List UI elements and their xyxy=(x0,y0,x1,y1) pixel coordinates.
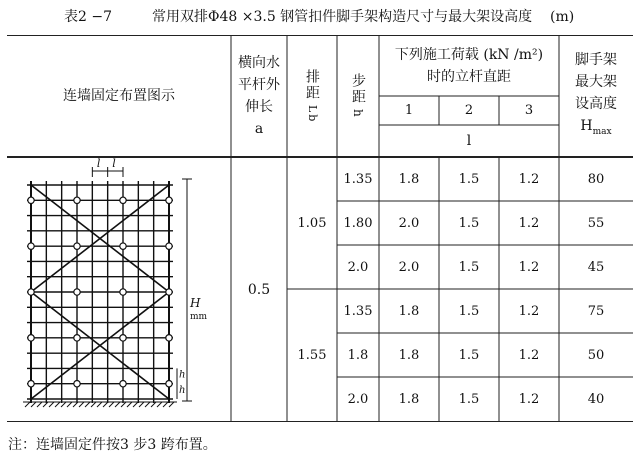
dimension-label-H-unit: mm xyxy=(190,312,208,322)
header-height-symbol: H xyxy=(580,118,593,135)
wall-tie-marker xyxy=(120,289,126,295)
header-load-line1: 下列施工荷载 (kN /m²) xyxy=(394,46,544,63)
wall-tie-marker xyxy=(166,243,172,249)
wall-tie-marker xyxy=(28,381,34,387)
table-caption: 常用双排Φ48 ×3.5 钢管扣件脚手架构造尺寸与最大架设高度 xyxy=(152,9,533,25)
load1-cell: 2.0 xyxy=(398,215,420,231)
ground-hatch xyxy=(163,402,168,407)
step-cell: 1.35 xyxy=(343,171,373,187)
header-height-line2: 最大架 xyxy=(575,74,617,91)
load3-cell: 1.2 xyxy=(518,171,540,187)
ground-hatch xyxy=(127,402,132,407)
step-cell: 2.0 xyxy=(347,392,369,407)
dimension-label-H: H xyxy=(190,296,201,310)
wall-tie-marker xyxy=(120,381,126,387)
load2-cell: 1.5 xyxy=(458,392,480,407)
wall-tie-marker xyxy=(120,197,126,203)
ground-hatch xyxy=(133,402,138,407)
ground-hatch xyxy=(115,402,120,407)
step-cell: 1.80 xyxy=(343,215,373,231)
ground-hatch xyxy=(139,402,144,407)
wall-tie-marker xyxy=(28,197,34,203)
wall-tie-marker xyxy=(74,243,80,249)
ground-hatch xyxy=(73,402,78,407)
load1-cell: 1.8 xyxy=(398,347,420,363)
header-step-text: 步距 xyxy=(350,73,366,106)
load2-cell: 1.5 xyxy=(458,259,480,275)
load3-cell: 1.2 xyxy=(518,259,540,275)
header-load-line2: 时的立杆直距 xyxy=(427,68,511,85)
ground-hatch xyxy=(103,402,108,407)
header-load xyxy=(379,35,559,96)
load3-cell: 1.2 xyxy=(518,392,540,407)
load1-cell: 1.8 xyxy=(398,171,420,187)
overhang-value: 0.5 xyxy=(247,281,271,298)
hmax-cell: 80 xyxy=(587,171,605,187)
header-overhang-symbol: a xyxy=(254,121,264,137)
header-row-spacing-symbol: Lb xyxy=(306,104,319,124)
header-load-2: 2 xyxy=(464,103,474,118)
wall-tie-diagram xyxy=(7,157,231,422)
hmax-cell: 45 xyxy=(587,259,605,275)
header-load-3: 3 xyxy=(524,103,534,118)
ground-hatch xyxy=(55,402,60,407)
step-cell: 2.0 xyxy=(347,259,369,275)
header-layout: 连墙固定布置图示 xyxy=(63,88,175,104)
ground-hatch xyxy=(67,402,72,407)
table-unit: (m) xyxy=(550,9,575,25)
wall-tie-marker xyxy=(28,289,34,295)
wall-tie-marker xyxy=(28,335,34,341)
load3-cell: 1.2 xyxy=(518,303,540,319)
wall-tie-marker xyxy=(74,381,80,387)
header-height-symbol-wrap xyxy=(580,115,611,143)
wall-tie-marker xyxy=(28,243,34,249)
dimension-label-l: l xyxy=(96,157,101,170)
header-height-subscript: max xyxy=(592,126,612,137)
step-cell: 1.8 xyxy=(347,347,369,363)
load2-cell: 1.5 xyxy=(458,347,480,363)
load3-cell: 1.2 xyxy=(518,215,540,231)
load1-cell: 1.8 xyxy=(398,392,420,407)
header-overhang-line3: 伸长 xyxy=(245,99,273,115)
ground-hatch xyxy=(157,402,162,407)
ground-hatch xyxy=(85,402,90,407)
table-title xyxy=(0,4,640,30)
dimension-label-h: h xyxy=(179,369,186,381)
wall-tie-marker xyxy=(166,381,172,387)
header-height-line1: 脚手架 xyxy=(575,52,617,69)
header-overhang xyxy=(231,35,287,157)
scaffold-table xyxy=(7,35,633,422)
ground-hatch xyxy=(43,402,48,407)
header-overhang-line2: 平杆外 xyxy=(238,77,280,93)
wall-tie-marker xyxy=(74,289,80,295)
hmax-cell: 75 xyxy=(587,303,605,319)
hmax-cell: 50 xyxy=(587,347,605,363)
header-height xyxy=(559,35,633,157)
ground-hatch xyxy=(79,402,84,407)
dimension-label-l: l xyxy=(112,157,116,170)
ground-hatch xyxy=(97,402,102,407)
wall-tie-marker xyxy=(166,197,172,203)
load1-cell: 2.0 xyxy=(398,259,420,275)
ground-hatch xyxy=(145,402,150,407)
wall-tie-marker xyxy=(120,243,126,249)
header-row-spacing xyxy=(287,35,337,157)
footnote: 注：连墙固定件按3 步3 跨布置。 xyxy=(8,437,217,453)
spacing-group-2: 1.55 xyxy=(297,348,327,363)
ground-hatch xyxy=(37,402,42,407)
wall-tie-marker xyxy=(74,197,80,203)
wall-tie-marker xyxy=(120,335,126,341)
load3-cell: 1.2 xyxy=(518,347,540,363)
header-load-unit-symbol: l xyxy=(466,133,472,149)
hmax-cell: 55 xyxy=(587,215,605,231)
spacing-group-1: 1.05 xyxy=(297,215,327,231)
load2-cell: 1.5 xyxy=(458,215,480,231)
table-number: 表2 −7 xyxy=(64,9,112,25)
wall-tie-marker xyxy=(166,335,172,341)
ground-hatch xyxy=(25,402,30,407)
ground-hatch xyxy=(109,402,114,407)
step-cell: 1.35 xyxy=(343,303,373,319)
header-row-spacing-text: 排距 xyxy=(304,68,320,101)
wall-tie-marker xyxy=(74,335,80,341)
header-overhang-line1: 横向水 xyxy=(238,55,280,71)
header-step-symbol: h xyxy=(351,109,365,119)
hmax-cell: 40 xyxy=(587,392,605,407)
wall-tie-marker xyxy=(166,289,172,295)
dimension-label-h: h xyxy=(179,384,186,396)
scaffold-elevation-drawing xyxy=(7,157,231,422)
load2-cell: 1.5 xyxy=(458,303,480,319)
header-load-1: 1 xyxy=(404,103,414,118)
load2-cell: 1.5 xyxy=(458,171,480,187)
load1-cell: 1.8 xyxy=(398,303,420,319)
header-height-line3: 设高度 xyxy=(575,96,617,113)
header-step xyxy=(337,35,379,157)
ground-hatch xyxy=(49,402,54,407)
